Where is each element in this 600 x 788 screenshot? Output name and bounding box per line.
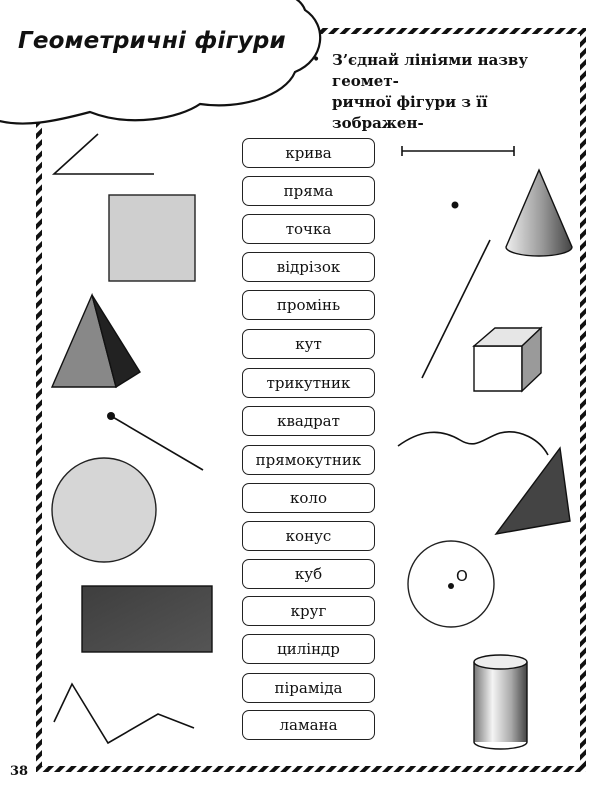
word-box[interactable]: відрізок bbox=[242, 252, 375, 282]
word-box[interactable]: конус bbox=[242, 521, 375, 551]
title-cloud bbox=[0, 0, 320, 124]
page-title: Геометричні фігури bbox=[18, 28, 286, 54]
bullet-icon: • bbox=[312, 52, 321, 68]
word-box[interactable]: крива bbox=[242, 138, 375, 168]
word-box[interactable]: трикутник bbox=[242, 368, 375, 398]
angle-figure bbox=[54, 134, 154, 174]
word-box[interactable]: круг bbox=[242, 596, 375, 626]
polyline-figure bbox=[54, 684, 194, 743]
cylinder-figure bbox=[474, 655, 527, 749]
cube-figure bbox=[474, 328, 541, 391]
page-number: 38 bbox=[10, 764, 29, 779]
rectangle-figure bbox=[82, 586, 212, 652]
point-figure bbox=[452, 202, 459, 209]
triangle-figure bbox=[496, 448, 570, 534]
word-box[interactable]: точка bbox=[242, 214, 375, 244]
word-box[interactable]: квадрат bbox=[242, 406, 375, 436]
word-box[interactable]: ламана bbox=[242, 710, 375, 740]
word-box[interactable]: піраміда bbox=[242, 673, 375, 703]
circle-center-label: O bbox=[456, 567, 468, 585]
word-box[interactable]: куб bbox=[242, 559, 375, 589]
circle-outline-figure bbox=[408, 541, 494, 627]
square-figure bbox=[109, 195, 195, 281]
word-box[interactable]: пряма bbox=[242, 176, 375, 206]
word-box[interactable]: циліндр bbox=[242, 634, 375, 664]
instruction-line-1: З’єднай лініями назву геомет- bbox=[332, 51, 528, 90]
cone-figure bbox=[506, 170, 572, 256]
curve-figure bbox=[398, 432, 548, 455]
word-box[interactable]: прямокутник bbox=[242, 445, 375, 475]
pyramid-figure bbox=[52, 295, 140, 387]
word-box[interactable]: кут bbox=[242, 329, 375, 359]
circle-filled-figure bbox=[52, 458, 156, 562]
instruction-line-2: ричної фігури з її зображен- bbox=[332, 93, 488, 132]
word-box[interactable]: коло bbox=[242, 483, 375, 513]
word-box[interactable]: промінь bbox=[242, 290, 375, 320]
